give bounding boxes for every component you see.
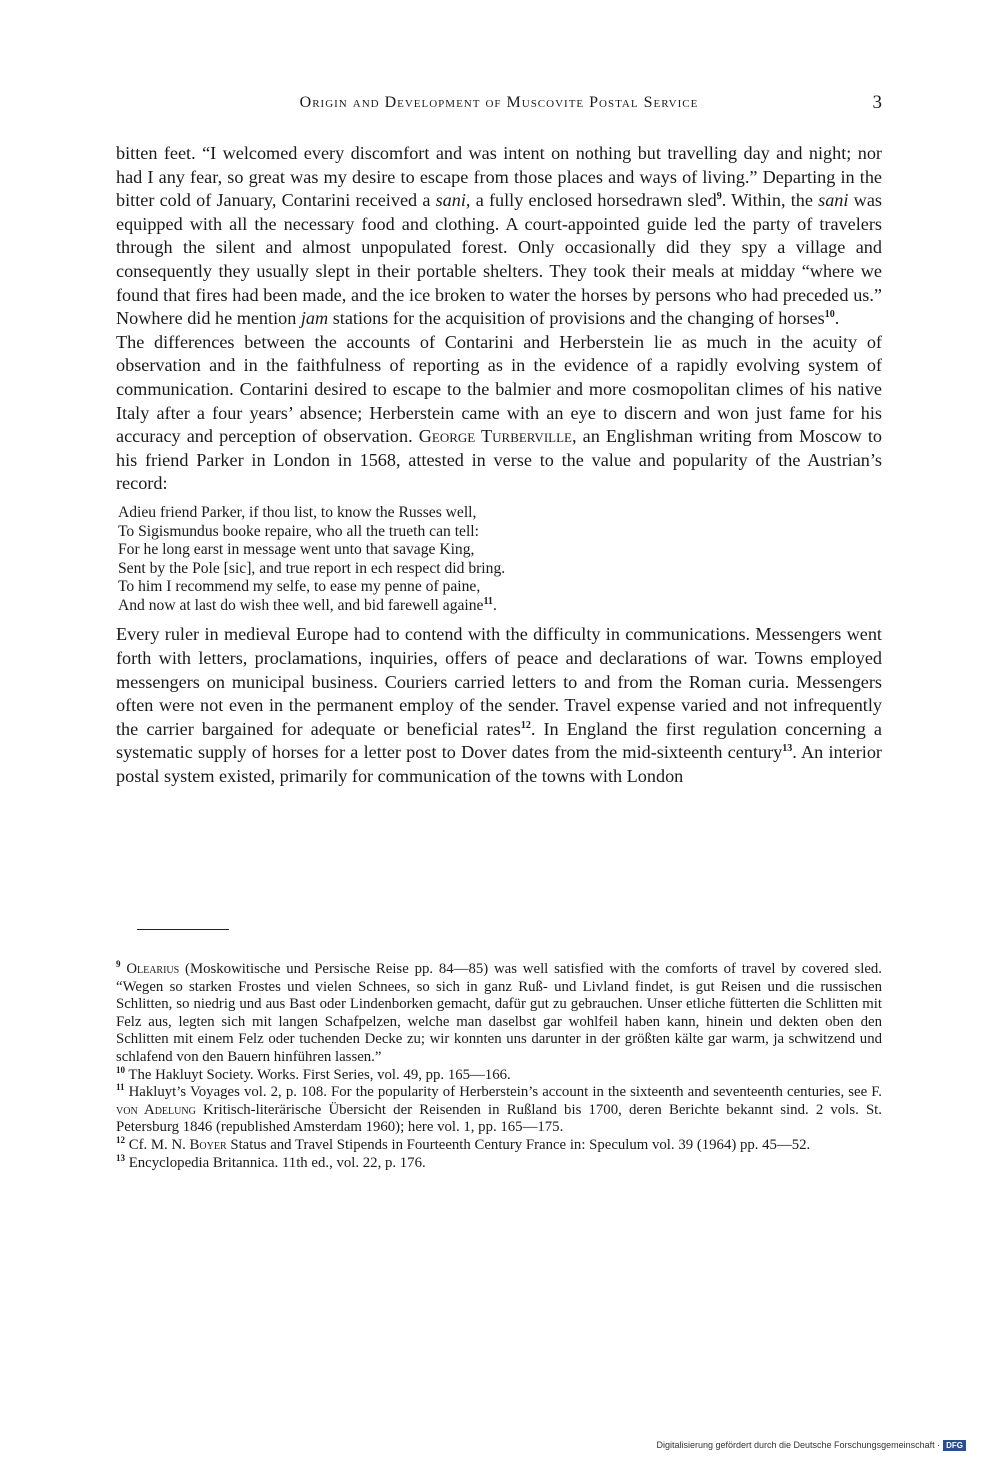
footnote-text: Encyclopedia Britannica. 11th ed., vol. 22, p. 176. [125, 1154, 426, 1171]
paragraph-1 [116, 142, 882, 331]
footnote-11 [116, 1084, 882, 1137]
verse-line: To him I recommend my selfe, to ease my penne of paine, [118, 578, 481, 596]
footnote-mark: 12 [116, 1135, 125, 1146]
verse-period: . [492, 596, 497, 614]
credit-text: Digitalisierung gefördert durch die Deutsche Forschungsgemeinschaft · [656, 1440, 941, 1450]
footnote-mark: 9 [116, 959, 121, 970]
verse-line: Sent by the Pole [sic], and true report in ech respect did bring. [118, 559, 506, 577]
digitization-credit [656, 1440, 966, 1451]
text-run: . An interior postal system existed, primarily for communication of the towns with London [116, 742, 882, 787]
footnote-text: The Hakluyt Society. Works. First Series, vol. 49, pp. 165—166. [125, 1066, 511, 1083]
text-run: , an Englishman writing from Moscow to his friend Parker in London in 1568, attested in verse to the value and popularity of the Austrian’s record: [116, 426, 882, 494]
verse-line-last [118, 597, 882, 616]
text-run: Every ruler in medieval Europe had to contend with the difficulty in communications. Messengers went forth with letters, proclamations, inquiries, offers of peace and declarations of war. Towns employed messengers on municipal business. Couriers carried letters to and from the Roman curia. Messengers often were not even in the permanent employ of the sender. Travel expense varied and not infrequently the carrier bargained for adequate or beneficial rates [116, 624, 882, 739]
author-name: George Turberville [418, 426, 572, 447]
text-run: The differences between the accounts of Contarini and Herberstein lie as much in the acuity of observation and in the faithfulness of reporting as in the evidence of a rapidly evolving system of communication. Contarini desired to escape to the balmier and more cosmopolitan climes of his native Italy after a four years’ absence; Herberstein came with an eye to discern and won just fame for his accuracy and perception of observation. [116, 331, 882, 447]
verse-line: To Sigismundus booke repaire, who all the trueth can tell: [118, 522, 479, 540]
footnote-13 [116, 1152, 882, 1173]
footnote-text: (Moskowitische und Persische Reise pp. 84—85) was well satisfied with the comforts of travel by covered sled. “Wegen so starken Frostes und vielen Schnees, so sich in ganz Ruß- und Livland findet, is gut Reisen und die russischen Schlitten, so niedrig und aus Bast oder Lindenborken gemacht, dafür gut zu gebrauchen. Unser etliche fütterten die Schlitten mit Felz aus, legten sich mit langen Schafpelzen, welche man daselbst gar wohlfeil haben kann, hinein und dekten oben den Schlitten mit einem Felz oder tuchenden Decke zu; wir konnten uns darunter in der größten kälte gar warm, ja schwitzend und schlafend von den Bauern hinführen lassen.” [116, 961, 883, 1065]
author-name: Boyer [189, 1136, 227, 1153]
page-number: 3 [872, 92, 882, 113]
footnote-mark: 11 [116, 1082, 125, 1093]
footnote-10 [116, 1064, 882, 1085]
verse-quote [118, 504, 882, 616]
footnote-mark: 13 [116, 1152, 125, 1163]
verse-line: Adieu friend Parker, if thou list, to know the Russes well, [118, 503, 477, 521]
verse-line: For he long earst in message went unto that savage King, [118, 541, 475, 559]
text-run: . [834, 308, 840, 329]
paragraph-3 [116, 623, 882, 788]
footnote-ref[interactable]: 12 [520, 719, 531, 731]
footnote-divider [137, 929, 229, 930]
text-run: bitten feet. “I welcomed every discomfort and was intent on nothing but travelling day and night; nor had I any fear, so great was my desire to escape from those places and ways of living.” Departing in the bitter cold of January, Contarini received a [116, 143, 882, 211]
footnote-text: Status and Travel Stipends in Fourteenth Century France in: Speculum vol. 39 (1964) pp. 45—52. [226, 1136, 811, 1153]
text-run: . In England the first regulation concerning a systematic supply of horses for a letter post to Dover dates from the mid-sixteenth century [116, 718, 882, 763]
italic-term: sani, [435, 190, 471, 211]
footnote-text: Hakluyt’s Voyages vol. 2, p. 108. For the popularity of Herberstein’s account in the sixteenth and seventeenth centuries, see F. [124, 1084, 882, 1101]
body-text [116, 142, 882, 789]
running-title: Origin and Development of Muscovite Postal Service [299, 94, 699, 111]
italic-term: jam [300, 308, 329, 329]
footnote-ref[interactable]: 9 [716, 191, 722, 203]
footnote-ref[interactable]: 13 [782, 743, 793, 755]
author-name: von Adelung [116, 1101, 196, 1118]
footnote-text: Kritisch-literärische Übersicht der Reisenden in Rußland bis 1700, deren Berichte bekannt sind. 2 vols. St. Petersburg 1846 (republished Amsterdam 1960); here vol. 1, pp. 165—175. [116, 1101, 882, 1136]
footnote-mark: 10 [116, 1064, 125, 1075]
text-run: a fully enclosed horsedrawn sled [470, 190, 717, 211]
footnote-ref[interactable]: 10 [824, 309, 835, 321]
footnote-9 [116, 961, 882, 1067]
footnotes [116, 961, 882, 1172]
dfg-logo: DFG [943, 1440, 966, 1451]
running-header [116, 92, 882, 116]
paragraph-2 [116, 331, 882, 496]
footnote-ref[interactable]: 11 [483, 595, 493, 607]
text-run: stations for the acquisition of provisions and the changing of horses [328, 308, 825, 329]
text-run: . Within, the [721, 190, 819, 211]
footnote-12 [116, 1137, 882, 1155]
italic-term: sani [818, 190, 849, 211]
author-name: Olearius [126, 961, 180, 977]
footnote-text: Cf. M. N. [125, 1136, 190, 1153]
verse-line: And now at last do wish thee well, and bid farewell againe [118, 596, 484, 614]
text-run: was equipped with all the necessary food and clothing. A court-appointed guide led the party of travelers through the silent and almost unpopulated forest. Only occasionally did they spy a village and consequently they usually slept in their portable shelters. They took their meals at midday “where we found that fires had been made, and the ice broken to water the horses by persons who had preceded us.” Nowhere did he mention [116, 190, 882, 329]
